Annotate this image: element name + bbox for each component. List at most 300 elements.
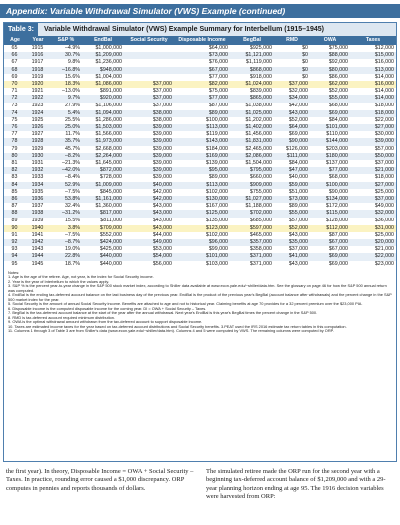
table-cell: $1,025,000	[230, 110, 274, 117]
table-cell: $76,000	[208, 59, 228, 66]
table-cell: $101,000	[174, 253, 230, 260]
table-cell: –21.3%	[62, 160, 80, 166]
table-cell: $357,000	[230, 239, 274, 246]
table-cell: $43,000	[124, 210, 174, 217]
table-cell: $1,236,000	[95, 59, 122, 66]
table-cell: –8.2%	[50, 153, 82, 160]
table-row	[4, 110, 396, 117]
table-cell: 68	[4, 67, 26, 74]
table-cell: $39,000	[124, 167, 174, 174]
table-cell: 18.7%	[64, 260, 80, 267]
table-cell: 70	[4, 81, 26, 88]
table-cell: 1936	[26, 196, 50, 203]
table-cell: $64,000	[274, 124, 310, 131]
table-cell	[124, 74, 174, 81]
column-header: Disposable Income	[174, 36, 230, 45]
table-cell: 1942	[26, 239, 50, 246]
table-title: Variable Withdrawal Simulator (VWS) Example Summary for Interbellum (1915–1945)	[43, 26, 324, 33]
table-cell: $113,000	[174, 182, 230, 189]
table-cell: 1929	[31, 145, 44, 152]
table-row	[4, 59, 396, 66]
table-cell: $169,000	[174, 153, 230, 160]
table-cell: 3.8%	[50, 225, 82, 232]
table-cell: 76	[4, 124, 26, 131]
table-cell: $172,000	[325, 203, 348, 210]
table-cell: –8.7%	[50, 239, 82, 246]
table-cell: $90,000	[274, 138, 310, 145]
table-cell: 91	[11, 231, 18, 238]
table-cell: $144,000	[310, 138, 350, 145]
table-cell: $134,000	[310, 196, 350, 203]
table-row	[4, 103, 396, 110]
table-cell: 87	[11, 203, 18, 210]
table-number: Table 3:	[4, 23, 38, 36]
table-cell: $27,000	[350, 182, 396, 189]
table-cell: $96,000	[174, 239, 230, 246]
table-cell: 1944	[26, 253, 50, 260]
table-cell: $113,000	[174, 124, 230, 131]
table-row	[4, 74, 396, 81]
table-cell: 75	[11, 116, 18, 123]
table-cell: $0	[274, 67, 310, 74]
table-cell: –4.9%	[64, 45, 80, 51]
table-cell: $52,000	[288, 116, 308, 123]
table-cell: $14,000	[374, 88, 394, 95]
column-header: Social Security	[124, 36, 174, 45]
table-cell: $102,000	[205, 231, 228, 238]
note-item: 1. Age is the age of the retiree. Age, not year, is the index for Social Security income.	[8, 274, 154, 280]
table-cell: $42,000	[124, 196, 174, 203]
table-cell: $817,000	[82, 210, 124, 217]
table-cell: $37,000	[350, 196, 396, 203]
table-cell: $55,000	[274, 210, 310, 217]
table-cell: $40,000	[124, 182, 174, 189]
table-header-row	[4, 36, 396, 45]
note-item: 10. Taxes are estimated income taxes for the year based on tax-deferred account distributions and Social Security benefits. 3.PEAT used the IRS 2016 estimate tax return tables in this computation.	[8, 323, 347, 329]
table-cell: $371,000	[249, 260, 272, 267]
table-cell: 32.4%	[64, 203, 80, 210]
table-cell: 73	[11, 102, 18, 109]
table-cell: 1927	[31, 131, 44, 138]
table-cell: $425,000	[99, 246, 122, 253]
table-cell: $43,000	[124, 225, 174, 232]
table-cell: $22,000	[350, 253, 396, 260]
table-cell: $43,000	[152, 217, 172, 224]
table-cell: 86	[4, 196, 26, 203]
table-cell: $0	[274, 52, 310, 59]
table-cell: $80,000	[310, 67, 350, 74]
table-cell: $167,000	[205, 203, 228, 210]
table-row	[4, 203, 396, 210]
table-cell: 5.4%	[50, 110, 82, 117]
vws-summary-table	[4, 36, 396, 268]
table-cell: 1933	[31, 174, 44, 181]
table-cell: 94	[4, 253, 26, 260]
table-cell: $50,000	[350, 153, 396, 160]
table-cell: $23,000	[374, 260, 394, 267]
table-cell: $42,000	[152, 188, 172, 195]
table-row	[4, 189, 396, 196]
column-header: Age	[4, 36, 26, 45]
table-cell: $25,000	[374, 231, 394, 238]
table-title-row	[4, 23, 396, 36]
table-row	[4, 225, 396, 232]
table-cell: $32,000	[288, 88, 308, 95]
table-cell: $1,119,000	[245, 59, 272, 66]
table-cell: –7.5%	[64, 231, 80, 238]
table-cell: 1939	[31, 217, 44, 224]
table-row	[4, 182, 396, 189]
table-cell: $82,000	[174, 81, 230, 88]
body-text-left: the first year). In theory, Disposable Income = OWA + Social Security – Taxes. In practice, rounding error caused a $1,000 discrepancy. ORP computes in pennies and reports thousands of dollars.	[6, 468, 194, 492]
table-cell: 93	[11, 246, 18, 253]
note-item: 2. Year is the year of Interbellum to which the values apply.	[8, 278, 110, 284]
table-cell: $440,000	[82, 253, 124, 260]
table-cell: $54,000	[124, 253, 174, 260]
table-cell: $57,000	[288, 217, 308, 224]
table-cell: 1940	[26, 225, 50, 232]
table-cell: 72	[4, 95, 26, 102]
table-cell: $73,000	[274, 196, 310, 203]
table-cell: $948,000	[82, 67, 124, 74]
table-cell: 77	[11, 131, 18, 138]
table-cell: $424,000	[82, 239, 124, 246]
table-cell: $1,009,000	[82, 182, 124, 189]
table-cell: $39,000	[152, 145, 172, 152]
table-cell: $18,000	[374, 102, 394, 109]
table-cell: 1928	[26, 138, 50, 145]
table-cell: $39,000	[152, 160, 172, 166]
table-cell: $39,000	[124, 138, 174, 145]
table-cell: $100,000	[205, 116, 228, 123]
table-cell: $44,000	[152, 231, 172, 238]
note-item: 3. S&P % is the percent year-to-year change in the S&P 500 stock market index, according to Shiller data available at www.econ.yale.edu/~shiller/data.htm. See the glossary on page 46 for how the S&P 500 annual return was computed.	[8, 283, 387, 293]
table-cell: $31,000	[350, 225, 396, 232]
table-cell: $37,000	[288, 246, 308, 253]
table-cell: $39,000	[152, 131, 172, 138]
table-row	[4, 117, 396, 124]
table-cell: 1916	[26, 52, 50, 59]
table-cell: $100,000	[310, 182, 350, 189]
table-notes	[4, 268, 396, 334]
table-cell: $18,000	[374, 174, 394, 181]
table-cell: $2,264,000	[82, 153, 124, 160]
table-row	[4, 196, 396, 203]
table-cell: $110,000	[326, 131, 348, 138]
table-cell	[124, 67, 174, 74]
table-cell: $67,000	[310, 239, 350, 246]
table-cell: 27.9%	[64, 102, 80, 109]
note-item: 6. Disposable income is the computed disposable income for the coming year. DI = OWA + Social Security – Taxes.	[8, 305, 207, 311]
table-cell: $1,024,000	[230, 81, 274, 88]
table-row	[4, 45, 396, 52]
table-cell: $203,000	[325, 145, 348, 152]
table-cell: 53.8%	[50, 196, 82, 203]
table-cell: $39,000	[124, 153, 174, 160]
table-cell: 19.0%	[64, 246, 80, 253]
table-cell: $811,000	[100, 217, 122, 224]
table-cell: 22.8%	[50, 253, 82, 260]
table-cell: $358,000	[249, 246, 272, 253]
column-header: EndBal	[82, 36, 124, 45]
table-cell: $125,000	[174, 210, 230, 217]
table-cell: 71	[11, 88, 18, 95]
table-cell: 11.7%	[65, 131, 80, 138]
table-cell: 1919	[31, 73, 44, 80]
table-cell: $0	[302, 45, 308, 51]
table-cell: –13.0%	[62, 88, 80, 95]
table-row	[4, 232, 396, 239]
table-cell: $1,831,000	[230, 138, 274, 145]
table-cell: $1,121,000	[230, 52, 274, 59]
table-cell: $143,000	[174, 138, 230, 145]
table-cell: $126,000	[285, 145, 308, 152]
note-item: 9. OWA is the optimal withdrawal amount withdrawn from the tax-deferred account to support disposable income.	[8, 319, 203, 325]
table-cell: $43,000	[288, 260, 308, 267]
table-cell: $184,000	[205, 145, 228, 152]
table-cell: $552,000	[99, 231, 122, 238]
table-row	[4, 124, 396, 131]
table-cell: $123,000	[174, 225, 230, 232]
table-cell: $37,000	[124, 95, 174, 102]
table-cell: 35.7%	[50, 138, 82, 145]
table-cell: $52,000	[274, 225, 310, 232]
table-cell: $13,000	[350, 67, 396, 74]
table-cell: $0	[302, 73, 308, 80]
table-cell: 92	[4, 239, 26, 246]
table-cell: $16,000	[350, 81, 396, 88]
table-cell: $68,000	[328, 102, 348, 109]
table-cell: $43,000	[152, 203, 172, 210]
table-cell: $111,000	[274, 153, 310, 160]
table-cell: $77,000	[310, 167, 350, 174]
table-cell: $38,000	[124, 110, 174, 117]
table-cell: 25.0%	[50, 124, 82, 131]
table-cell: $35,000	[274, 239, 310, 246]
table-cell: $21,000	[350, 167, 396, 174]
table-cell: 1930	[26, 153, 50, 160]
table-cell: 9.7%	[50, 95, 82, 102]
table-cell: $14,000	[374, 73, 394, 80]
table-cell: $465,000	[249, 231, 272, 238]
table-cell: $1,094,000	[82, 110, 124, 117]
table-cell: $1,209,000	[82, 52, 124, 59]
table-cell: $39,000	[350, 138, 396, 145]
note-item: 5. Social Security is the amount of annual Social Security income. Benefits are attached to age and not to historical year. Claiming benefits at age 70 provides for a 32 percent premium over the $23,000 PIA.	[8, 301, 363, 307]
table-cell: 1941	[31, 231, 44, 238]
table-cell: $39,000	[152, 174, 172, 181]
table-row	[4, 174, 396, 181]
note-item: 8. RMD is tax-deferred account required minimum distribution.	[8, 314, 116, 320]
table-cell: 1937	[31, 203, 44, 210]
table-cell: –31.2%	[50, 210, 82, 217]
table-cell: $34,000	[274, 95, 310, 102]
table-row	[4, 88, 396, 95]
table-cell: $88,000	[310, 52, 350, 59]
table-row	[4, 218, 396, 225]
table-cell: $685,000	[249, 217, 272, 224]
note-item: 11. Columns 1 through 3 of Table 3 are from Shiller's data (www.econ.yale.edu/~shiller/data.htm). Columns 4 and 5 were computed by VWS. The remaining columns were computed by ORP.	[8, 328, 334, 334]
table-cell: $59,000	[274, 182, 310, 189]
table-cell: $84,000	[328, 116, 348, 123]
table-cell: 81	[11, 160, 18, 166]
table-cell: 1923	[31, 102, 44, 109]
table-cell: $2,465,000	[245, 145, 272, 152]
table-cell: $2,086,000	[230, 153, 274, 160]
table-cell: $371,000	[230, 253, 274, 260]
appendix-banner: Appendix: Variable Withdrawal Simulator (VWS) Example (continued)	[0, 4, 400, 18]
table-cell: 18.3%	[50, 81, 82, 88]
table-cell: 52.9%	[50, 182, 82, 189]
table-cell: $872,000	[82, 167, 124, 174]
table-cell: $1,027,000	[230, 196, 274, 203]
table-cell: –7.5%	[64, 188, 80, 195]
table-cell: $37,000	[274, 81, 310, 88]
table-row	[4, 67, 396, 74]
table-cell: $920,000	[82, 95, 124, 102]
table-cell: $37,000	[374, 160, 394, 166]
table-cell: $77,000	[208, 73, 228, 80]
table-cell: $64,000	[208, 45, 228, 51]
table-cell: 45.7%	[64, 145, 80, 152]
table-row	[4, 131, 396, 138]
table-row	[4, 95, 396, 102]
body-text-right: The simulated retiree made the ORP run for the second year with a beginning tax-deferred account balance of $1,209,000 and with a 29-year planning horizon ending at age 95. The 1916 decision variables were harvested from ORP:	[206, 468, 386, 500]
table-cell: $1,086,000	[82, 81, 124, 88]
note-item: 4. EndBal is the ending tax-deferred account balance on the last business day of the previous year. EndBal is the product of the previous year's BegBal (account balance after withdrawals) and the percent change in the S&P 500 market index for the year.	[8, 292, 392, 302]
table-cell: 9.8%	[67, 59, 80, 66]
table-cell: $37,000	[152, 88, 172, 95]
table-cell: $597,000	[230, 225, 274, 232]
table-cell	[124, 52, 174, 59]
table-cell: 88	[4, 210, 26, 217]
table-cell: $37,000	[152, 102, 172, 109]
table-cell: $89,000	[208, 174, 228, 181]
table-row	[4, 246, 396, 253]
table-cell: $139,000	[205, 160, 228, 166]
table-cell: $12,000	[374, 45, 394, 51]
table-cell: $1,004,000	[95, 73, 122, 80]
table-cell: 1922	[26, 95, 50, 102]
table-cell: $1,645,000	[95, 160, 122, 166]
table-cell: $1,456,000	[245, 131, 272, 138]
table-cell: $101,000	[310, 124, 350, 131]
notes-heading: Notes:	[8, 269, 20, 275]
column-header: RMD	[274, 36, 310, 45]
table-cell: $52,000	[328, 88, 348, 95]
table-cell: $89,000	[288, 203, 308, 210]
table-cell: $69,000	[310, 253, 350, 260]
table-cell: $42,000	[288, 102, 308, 109]
table-cell: 1925	[31, 116, 44, 123]
table-row	[4, 253, 396, 260]
table-cell: $67,000	[328, 246, 348, 253]
table-cell: 80	[4, 153, 26, 160]
table-cell: $795,000	[230, 167, 274, 174]
table-cell: $440,000	[99, 260, 122, 267]
table-cell: 66	[4, 52, 26, 59]
table-cell: 1917	[31, 59, 44, 66]
table-cell: $709,000	[82, 225, 124, 232]
table-cell: $51,000	[288, 188, 308, 195]
table-cell: $27,000	[350, 124, 396, 131]
table-cell	[124, 45, 174, 52]
column-header: Year	[26, 36, 50, 45]
table-cell: 1920	[26, 81, 50, 88]
table-cell: $92,000	[328, 59, 348, 66]
table-cell: $2,668,000	[95, 145, 122, 152]
table-cell: $868,000	[230, 67, 274, 74]
table-cell: 1934	[26, 182, 50, 189]
table-cell: $21,000	[374, 246, 394, 253]
table-cell: $62,000	[310, 81, 350, 88]
table-cell: $1,038,000	[245, 102, 272, 109]
table-cell: 1945	[31, 260, 44, 267]
table-cell: $845,000	[99, 188, 122, 195]
table-cell: $75,000	[208, 88, 228, 95]
table-cell: $37,000	[124, 81, 174, 88]
table-cell: 78	[4, 138, 26, 145]
table-cell: –42.0%	[50, 167, 82, 174]
table-cell: 15.6%	[64, 73, 80, 80]
table-cell: $1,286,000	[95, 116, 122, 123]
table-row	[4, 261, 396, 268]
table-cell: 89	[11, 217, 18, 224]
table-cell: –16.8%	[50, 67, 82, 74]
table-cell: 1932	[26, 167, 50, 174]
table-cell: $1,360,000	[95, 203, 122, 210]
table-cell: $1,106,000	[95, 102, 122, 109]
table-3-panel	[3, 22, 397, 462]
table-cell: $15,000	[350, 52, 396, 59]
column-header: OWA	[310, 36, 350, 45]
table-row	[4, 160, 396, 167]
table-cell: $918,000	[249, 73, 272, 80]
table-cell: 95	[11, 260, 18, 267]
table-cell: $909,000	[230, 182, 274, 189]
table-cell: 1915	[31, 45, 44, 51]
table-cell: 1943	[31, 246, 44, 253]
table-cell: $1,202,000	[245, 116, 272, 123]
table-cell: 1921	[31, 88, 44, 95]
table-cell: $89,000	[174, 110, 230, 117]
table-cell: $22,000	[374, 116, 394, 123]
table-cell: $728,000	[99, 174, 122, 181]
table-cell: 25.5%	[64, 116, 80, 123]
table-cell: $1,566,000	[95, 131, 122, 138]
table-cell: $1,973,000	[82, 138, 124, 145]
table-cell: $55,000	[310, 95, 350, 102]
table-cell: $103,000	[205, 260, 228, 267]
table-row	[4, 146, 396, 153]
table-cell: $40,000	[288, 174, 308, 181]
table-cell: $36,000	[374, 217, 394, 224]
table-cell: 1926	[26, 124, 50, 131]
table-cell: $30,000	[374, 131, 394, 138]
table-cell: $73,000	[174, 52, 230, 59]
table-cell: $128,000	[325, 217, 348, 224]
table-cell: $84,000	[288, 160, 308, 166]
table-cell: 69	[11, 73, 18, 80]
table-cell: $891,000	[99, 88, 122, 95]
table-cell: 79	[11, 145, 18, 152]
table-row	[4, 81, 396, 88]
table-cell: $18,000	[350, 110, 396, 117]
table-cell: $68,000	[328, 174, 348, 181]
column-header: BegBal	[230, 36, 274, 45]
table-cell: $925,000	[249, 45, 272, 51]
column-header: S&P %	[50, 36, 82, 45]
